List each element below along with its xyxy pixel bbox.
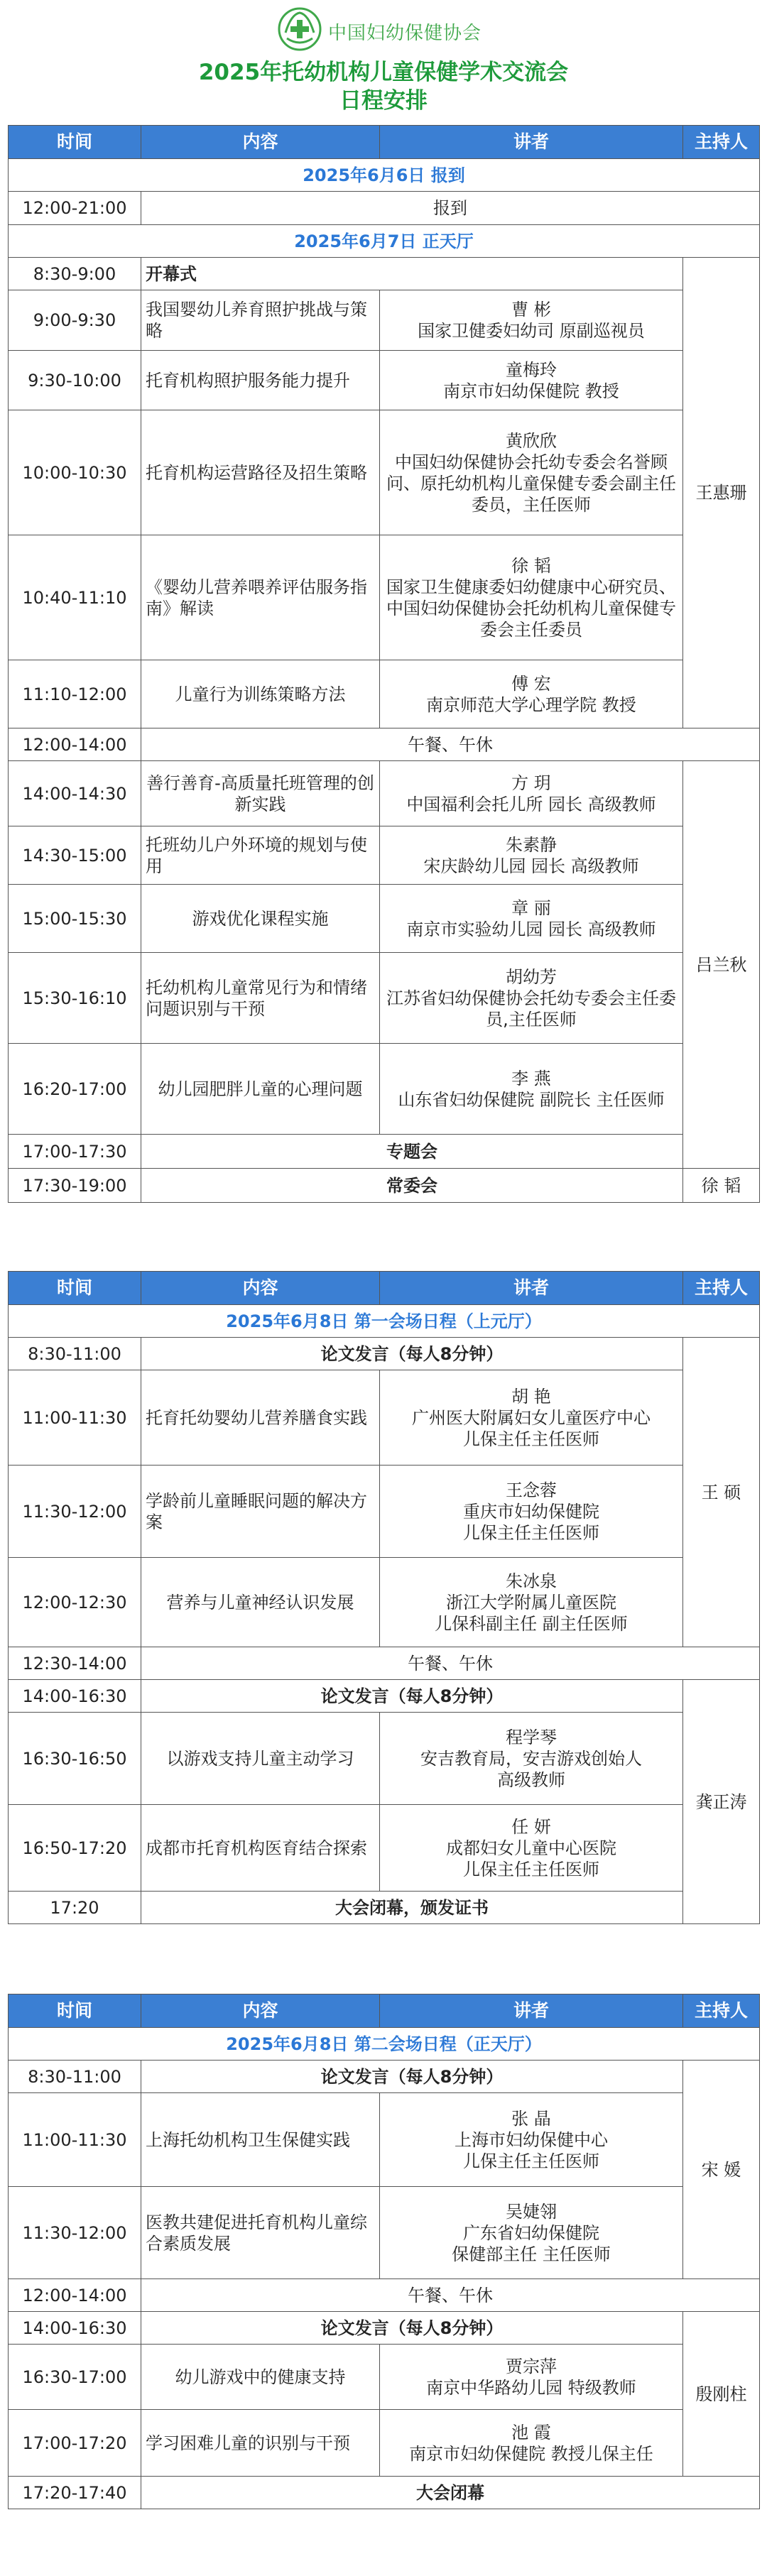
speaker-cell: 徐 韬 国家卫生健康委妇幼健康中心研究员、中国妇幼保健协会托幼机构儿童保健专委会主任委员 — [380, 535, 683, 660]
content-cell: 以游戏支持儿童主动学习 — [141, 1713, 380, 1805]
column-header-speaker: 讲者 — [380, 1994, 683, 2028]
speaker-cell: 任 妍 成都妇女儿童中心医院 儿保主任主任医师 — [380, 1805, 683, 1892]
time-cell: 12:00-14:00 — [9, 728, 141, 761]
column-header-time: 时间 — [9, 1994, 141, 2028]
content-cell: 《婴幼儿营养喂养评估服务指南》解读 — [141, 535, 380, 660]
speaker-cell: 张 晶 上海市妇幼保健中心 儿保主任主任医师 — [380, 2093, 683, 2187]
content-cell: 常委会 — [141, 1169, 683, 1203]
time-cell: 12:00-14:00 — [9, 2279, 141, 2312]
schedule-table-venue2 — [8, 1994, 760, 2509]
speaker-cell: 朱素静 宋庆龄幼儿园 园长 高级教师 — [380, 826, 683, 885]
content-cell: 论文发言（每人8分钟） — [141, 2312, 683, 2345]
column-header-speaker: 讲者 — [380, 126, 683, 159]
content-cell: 营养与儿童神经认识发展 — [141, 1558, 380, 1647]
time-cell: 16:20-17:00 — [9, 1044, 141, 1135]
time-cell: 11:30-12:00 — [9, 2187, 141, 2279]
time-cell: 17:00-17:20 — [9, 2410, 141, 2477]
time-cell: 17:30-19:00 — [9, 1169, 141, 1203]
time-cell: 12:00-21:00 — [9, 192, 141, 225]
date-row: 2025年6月7日 正天厅 — [9, 225, 760, 258]
page-header — [0, 0, 767, 117]
column-header-host: 主持人 — [683, 1994, 760, 2028]
time-cell: 12:30-14:00 — [9, 1647, 141, 1680]
time-cell: 15:30-16:10 — [9, 953, 141, 1044]
content-cell: 开幕式 — [141, 258, 683, 290]
speaker-cell: 童梅玲 南京市妇幼保健院 教授 — [380, 351, 683, 410]
content-cell: 幼儿园肥胖儿童的心理问题 — [141, 1044, 380, 1135]
content-cell: 成都市托育机构医育结合探索 — [141, 1805, 380, 1892]
host-cell: 宋 媛 — [683, 2061, 760, 2279]
time-cell: 9:30-10:00 — [9, 351, 141, 410]
host-cell: 王惠珊 — [683, 258, 760, 728]
content-cell: 我国婴幼儿养育照护挑战与策略 — [141, 290, 380, 351]
content-cell: 论文发言（每人8分钟） — [141, 2061, 683, 2093]
content-cell: 托育托幼婴幼儿营养膳食实践 — [141, 1370, 380, 1466]
time-cell: 11:00-11:30 — [9, 1370, 141, 1466]
time-cell: 11:10-12:00 — [9, 660, 141, 728]
speaker-cell: 朱冰泉 浙江大学附属儿童医院 儿保科副主任 副主任医师 — [380, 1558, 683, 1647]
speaker-cell: 傅 宏 南京师范大学心理学院 教授 — [380, 660, 683, 728]
content-cell: 托育机构运营路径及招生策略 — [141, 410, 380, 535]
speaker-cell: 章 丽 南京市实验幼儿园 园长 高级教师 — [380, 885, 683, 953]
content-cell: 午餐、午休 — [141, 1647, 760, 1680]
column-header-host: 主持人 — [683, 1272, 760, 1305]
time-cell: 16:30-16:50 — [9, 1713, 141, 1805]
time-cell: 14:00-16:30 — [9, 2312, 141, 2345]
speaker-cell: 方 玥 中国福利会托儿所 园长 高级教师 — [380, 761, 683, 826]
content-cell: 论文发言（每人8分钟） — [141, 1338, 683, 1370]
speaker-cell: 池 霞 南京市妇幼保健院 教授儿保主任 — [380, 2410, 683, 2477]
content-cell: 幼儿游戏中的健康支持 — [141, 2345, 380, 2410]
page-subtitle: 日程安排 — [339, 88, 428, 114]
content-cell: 上海托幼机构卫生保健实践 — [141, 2093, 380, 2187]
time-cell: 17:20-17:40 — [9, 2477, 141, 2509]
content-cell: 专题会 — [141, 1135, 683, 1169]
schedule-table-day1 — [8, 125, 760, 1203]
speaker-cell: 胡幼芳 江苏省妇幼保健协会托幼专委会主任委员,主任医师 — [380, 953, 683, 1044]
organization-logo-icon — [277, 7, 322, 51]
organization-name: 中国妇幼保健协会 — [328, 23, 482, 44]
time-cell: 10:40-11:10 — [9, 535, 141, 660]
column-header-speaker: 讲者 — [380, 1272, 683, 1305]
date-row: 2025年6月8日 第一会场日程（上元厅） — [9, 1305, 760, 1338]
column-header-content: 内容 — [141, 1994, 380, 2028]
column-header-time: 时间 — [9, 1272, 141, 1305]
date-row: 2025年6月6日 报到 — [9, 159, 760, 192]
host-cell: 殷刚柱 — [683, 2312, 760, 2477]
speaker-cell: 黄欣欣 中国妇幼保健协会托幼专委会名誉顾问、原托幼机构儿童保健专委会副主任委员，主任医师 — [380, 410, 683, 535]
time-cell: 14:00-16:30 — [9, 1680, 141, 1713]
content-cell: 大会闭幕 — [141, 2477, 760, 2509]
content-cell: 托育机构照护服务能力提升 — [141, 351, 380, 410]
host-cell: 徐 韬 — [683, 1169, 760, 1203]
schedule-table-venue1 — [8, 1271, 760, 1924]
column-header-content: 内容 — [141, 1272, 380, 1305]
host-cell: 龚正涛 — [683, 1680, 760, 1924]
speaker-cell: 李 燕 山东省妇幼保健院 副院长 主任医师 — [380, 1044, 683, 1135]
content-cell: 学龄前儿童睡眠问题的解决方案 — [141, 1466, 380, 1558]
content-cell: 大会闭幕，颁发证书 — [141, 1892, 683, 1924]
speaker-cell: 王念蓉 重庆市妇幼保健院 儿保主任主任医师 — [380, 1466, 683, 1558]
content-cell: 托幼机构儿童常见行为和情绪问题识别与干预 — [141, 953, 380, 1044]
time-cell: 15:00-15:30 — [9, 885, 141, 953]
time-cell: 14:00-14:30 — [9, 761, 141, 826]
time-cell: 11:30-12:00 — [9, 1466, 141, 1558]
time-cell: 9:00-9:30 — [9, 290, 141, 351]
time-cell: 12:00-12:30 — [9, 1558, 141, 1647]
column-header-content: 内容 — [141, 126, 380, 159]
time-cell: 17:00-17:30 — [9, 1135, 141, 1169]
content-cell: 儿童行为训练策略方法 — [141, 660, 380, 728]
time-cell: 8:30-11:00 — [9, 2061, 141, 2093]
column-header-time: 时间 — [9, 126, 141, 159]
content-cell: 医教共建促进托育机构儿童综合素质发展 — [141, 2187, 380, 2279]
host-cell: 王 硕 — [683, 1338, 760, 1647]
speaker-cell: 程学琴 安吉教育局，安吉游戏创始人 高级教师 — [380, 1713, 683, 1805]
content-cell: 论文发言（每人8分钟） — [141, 1680, 683, 1713]
column-header-host: 主持人 — [683, 126, 760, 159]
content-cell: 午餐、午休 — [141, 2279, 760, 2312]
time-cell: 17:20 — [9, 1892, 141, 1924]
speaker-cell: 胡 艳 广州医大附属妇女儿童医疗中心 儿保主任主任医师 — [380, 1370, 683, 1466]
time-cell: 8:30-11:00 — [9, 1338, 141, 1370]
host-cell: 吕兰秋 — [683, 761, 760, 1169]
time-cell: 16:30-17:00 — [9, 2345, 141, 2410]
date-row: 2025年6月8日 第二会场日程（正天厅） — [9, 2028, 760, 2061]
time-cell: 16:50-17:20 — [9, 1805, 141, 1892]
speaker-cell: 吴婕翎 广东省妇幼保健院 保健部主任 主任医师 — [380, 2187, 683, 2279]
speaker-cell: 贾宗萍 南京中华路幼儿园 特级教师 — [380, 2345, 683, 2410]
speaker-cell: 曹 彬 国家卫健委妇幼司 原副巡视员 — [380, 290, 683, 351]
time-cell: 14:30-15:00 — [9, 826, 141, 885]
time-cell: 11:00-11:30 — [9, 2093, 141, 2187]
time-cell: 10:00-10:30 — [9, 410, 141, 535]
time-cell: 8:30-9:00 — [9, 258, 141, 290]
content-cell: 午餐、午休 — [141, 728, 760, 761]
content-cell: 托班幼儿户外环境的规划与使用 — [141, 826, 380, 885]
page-title: 2025年托幼机构儿童保健学术交流会 — [198, 60, 569, 85]
content-cell: 善行善育-高质量托班管理的创新实践 — [141, 761, 380, 826]
content-cell: 游戏优化课程实施 — [141, 885, 380, 953]
content-cell: 学习困难儿童的识别与干预 — [141, 2410, 380, 2477]
content-cell: 报到 — [141, 192, 760, 225]
